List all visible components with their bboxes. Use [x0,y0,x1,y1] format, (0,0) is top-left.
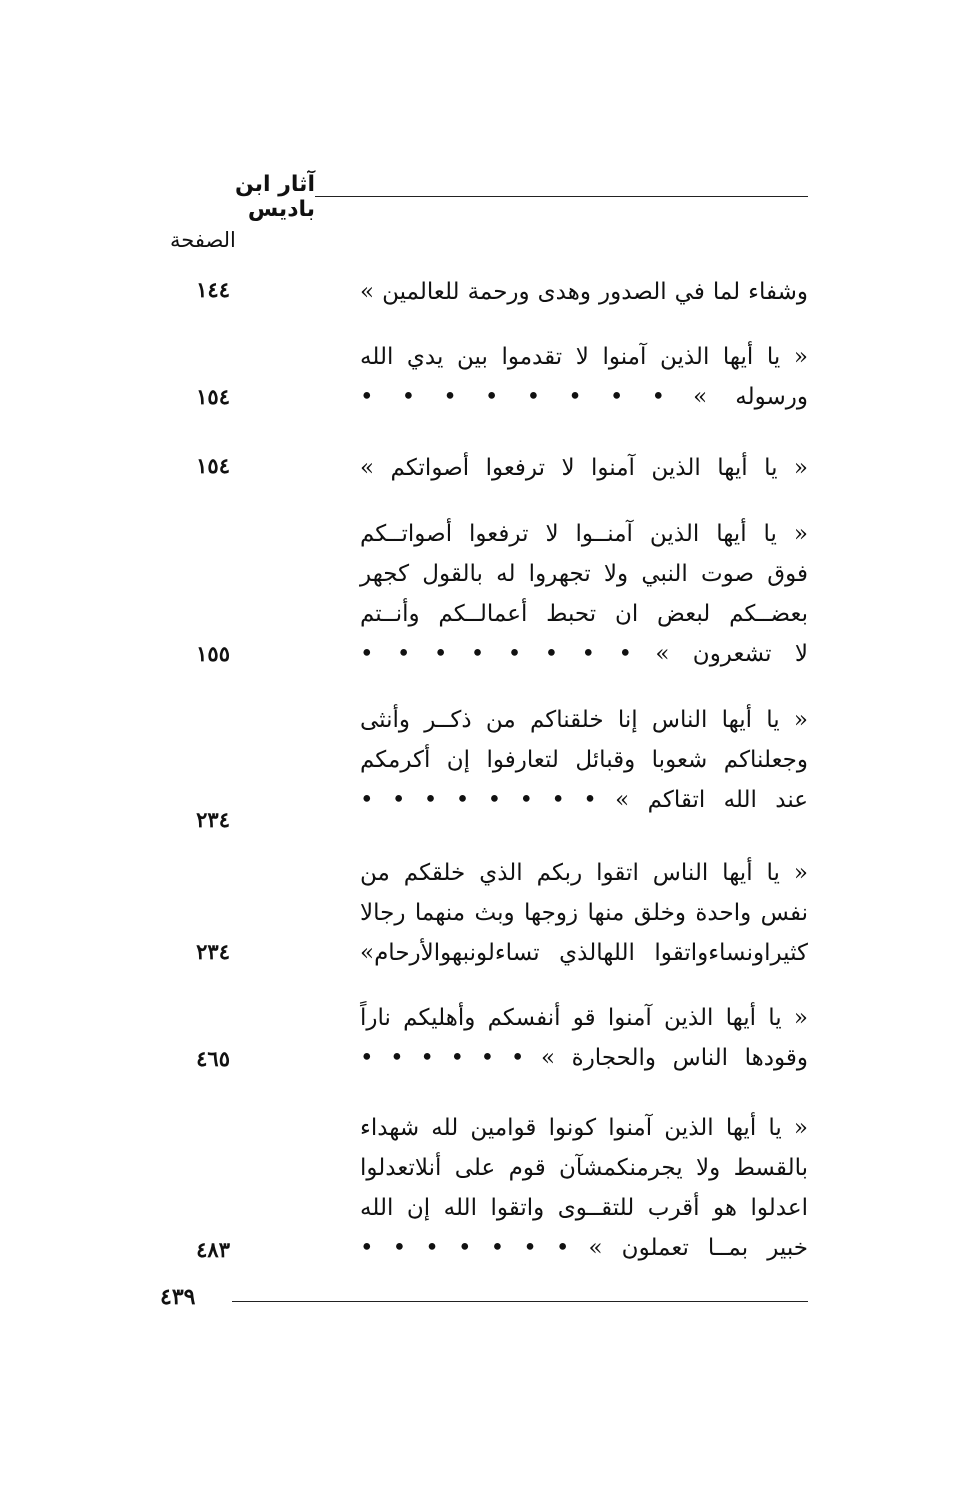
index-entry [360,853,808,973]
index-entry [360,448,808,488]
entry-line: وقودها الناس والحجارة » • • • • • • [360,1045,808,1071]
entry-line: « يا أيها الذين آمنوا قو أنفسكم وأهليكم ناراً [360,1005,808,1031]
index-entry [360,700,808,820]
index-entry [360,998,808,1078]
entry-page-number: ١٥٤ [196,384,230,409]
index-entry [360,272,808,312]
entry-line: بالقسط ولا يجرمنكمشآن قوم على أنلاتعدلوا [360,1155,808,1181]
entry-line: عند الله اتقاكم » • • • • • • • • [360,787,808,813]
entry-line: « يا أيها الذين آمنوا كونوا قوامين لله شهداء [360,1115,808,1141]
entry-page-number: ٢٣٤ [196,807,230,832]
entry-page-number: ٤٦٥ [196,1046,230,1071]
index-entry [360,1108,808,1268]
entry-line: اعدلوا هو أقرب للتقــوى واتقوا الله إن الله [360,1195,808,1221]
running-header-title: آثار ابن باديس [235,172,315,222]
entry-page-number: ٤٨٣ [196,1237,230,1262]
entry-line: لا تشعرون » • • • • • • • • [360,641,808,667]
entry-line: « يا أيها الناس إنا خلقناكم من ذكــر وأنثى [360,707,808,733]
entry-page-number: ٢٣٤ [196,939,230,964]
entry-line: فوق صوت النبي ولا تجهروا له بالقول كجهر [360,561,808,587]
page-folio-number: ٤٣٩ [160,1284,196,1310]
entry-line: نفس واحدة وخلق منها زوجها وبث منهما رجالا [360,900,808,926]
index-entry [360,514,808,674]
entry-line: « يا أيها الذين آمنــوا لا ترفعوا أصواتــكم [360,521,808,547]
entry-page-number: ١٤٤ [196,277,230,302]
page-column-label: الصفحة [170,228,236,252]
entry-line: وجعلناكم شعوبا وقبائل لتعارفوا إن أكرمكم [360,747,808,773]
entry-line: وشفاء لما في الصدور وهدى ورحمة للعالمين » [360,279,808,305]
entry-line: بعضــكم لبعض ان تحبط أعمالــكم وأنــتم [360,601,808,627]
entry-line: ورسوله » • • • • • • • • [360,384,808,410]
header-rule [315,196,808,197]
footer-rule [232,1301,808,1302]
entry-line: « يا أيها الناس اتقوا ربكم الذي خلقكم من [360,860,808,886]
index-entry [360,337,808,417]
entry-page-number: ١٥٤ [196,453,230,478]
entry-line: كثيراونساءواتقوا اللهالذي تساءلونبهوالأرحام» [360,940,808,966]
entry-page-number: ١٥٥ [196,641,230,666]
entry-line: « يا أيها الذين آمنوا لا ترفعوا أصواتكم » [360,455,808,481]
entry-line: « يا أيها الذين آمنوا لا تقدموا بين يدي الله [360,344,808,370]
entry-line: خبير بمــا تعملون » • • • • • • • [360,1235,808,1261]
